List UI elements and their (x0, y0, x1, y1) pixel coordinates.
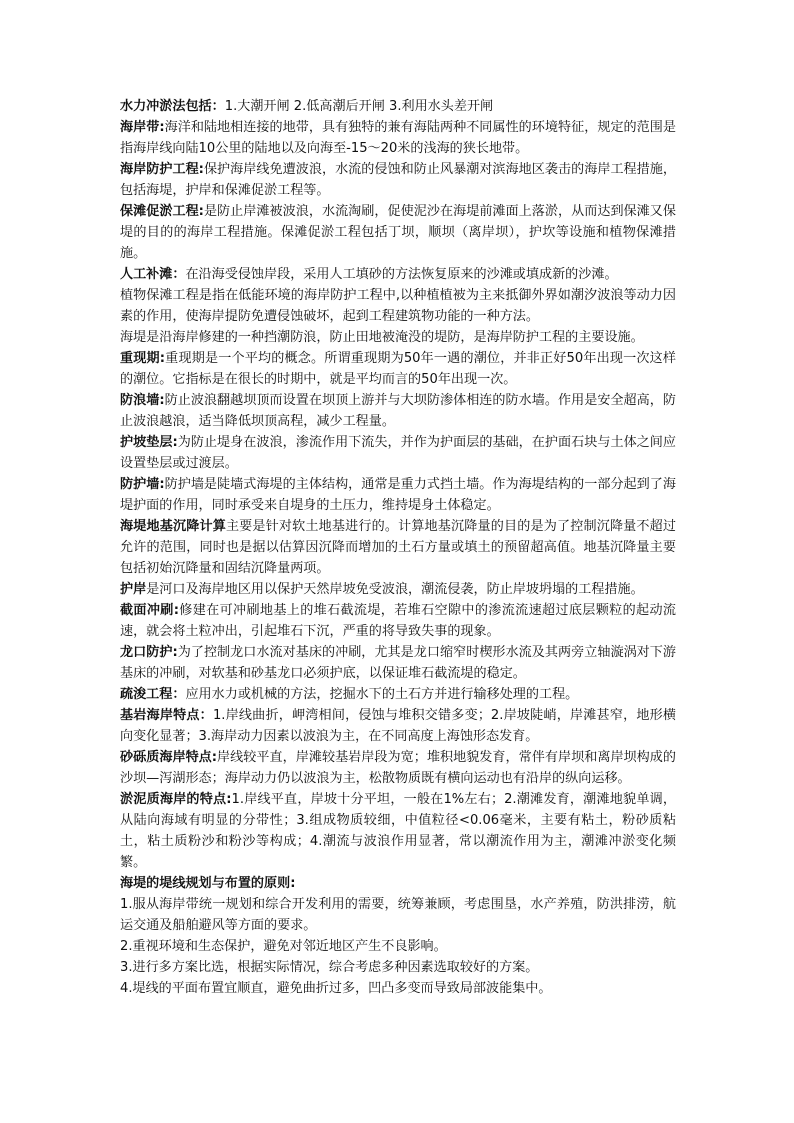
paragraph (120, 579, 676, 600)
term: 海堤地基沉降计算 (120, 519, 226, 534)
paragraph (120, 600, 676, 642)
paragraph (120, 474, 676, 516)
paragraph (120, 432, 676, 474)
paragraph (120, 705, 676, 747)
section-heading: 海堤的堤线规划与布置的原则: (120, 876, 296, 891)
term: 防护墙: (120, 477, 165, 492)
paragraph-text: 海堤是沿海岸修建的一种挡潮防浪，防止田地被淹没的堤防，是海岸防护工程的主要设施。 (120, 330, 644, 345)
term: 疏浚工程： (120, 687, 186, 702)
list-item: 4.堤线的平面布置宜顺直，避免曲折过多，凹凸多变而导致局部波能集中。 (120, 981, 552, 996)
paragraph-text: 保护海岸线免遭波浪，水流的侵蚀和防止风暴潮对滨海地区袭击的海岸工程措施，包括海堤，护岸和保滩促淤工程等。 (120, 162, 676, 198)
paragraph-text: 为防止堤身在波浪，渗流作用下流失，并作为护面层的基础，在护面石块与土体之间应设置垫层或过渡层。 (120, 435, 676, 471)
term: 龙口防护: (120, 645, 178, 660)
term: 基岩海岸特点： (120, 708, 213, 723)
paragraph (120, 390, 676, 432)
paragraph-text: 防护墙是陡墙式海堤的主体结构，通常是重力式挡土墙。作为海堤结构的一部分起到了海堤护面的作用，同时承受来自堤身的土压力，维持堤身土体稳定。 (120, 477, 676, 513)
term: 重现期: (120, 351, 166, 366)
paragraph (120, 642, 676, 684)
term: 水力冲淤法包括： (120, 99, 225, 114)
paragraph-text: 植物保滩工程是指在低能环境的海岸防护工程中,以种植植被为主来抵御外界如潮汐波浪等动力因素的作用，使海岸提防免遭侵蚀破坏，起到工程建筑物功能的一种方法。 (120, 288, 676, 324)
paragraph-text: 应用水力或机械的方法，挖掘水下的土石方并进行输移处理的工程。 (185, 687, 579, 702)
term: 保滩促淤工程: (120, 204, 204, 219)
paragraph-text: 是河口及海岸地区用以保护天然岸坡免受波浪，潮流侵袭，防止岸坡坍塌的工程措施。 (146, 582, 644, 597)
term: 淤泥质海岸的特点: (120, 792, 232, 807)
term: 护岸 (120, 582, 147, 597)
paragraph (120, 348, 676, 390)
term: 人工补滩： (120, 267, 186, 282)
term: 海岸防护工程: (120, 162, 204, 177)
paragraph-text: 岸线较平直，岸滩较基岩岸段为宽；堆积地貌发育，常伴有岸坝和离岸坝构成的沙坝—泻湖形态；海岸动力仍以波浪为主，松散物质既有横向运动也有沿岸的纵向运移。 (120, 750, 676, 786)
paragraph-text: 1.岸线曲折，岬湾相间，侵蚀与堆积交错多变；2.岸坡陡峭，岸滩甚窄，地形横向变化显著；3.海岸动力因素以波浪为主，在不同高度上海蚀形态发育。 (120, 708, 677, 744)
list-item: 1.服从海岸带统一规划和综合开发利用的需要，统筹兼顾，考虑围垦，水产养殖，防洪排涝，航运交通及船舶避风等方面的要求。 (120, 897, 676, 933)
paragraph-text: 防止波浪翻越坝顶而设置在坝顶上游并与大坝防渗体相连的防水墙。作用是安全超高，防止波浪越浪，适当降低坝顶高程，减少工程量。 (120, 393, 676, 429)
term: 砂砾质海岸特点: (120, 750, 218, 765)
paragraph-text: 重现期是一个平均的概念。所谓重现期为50年一遇的潮位，并非正好50年出现一次这样的潮位。它指标是在很长的时期中，就是平均而言的50年出现一次。 (120, 351, 676, 387)
paragraph (120, 285, 676, 327)
paragraph (120, 96, 676, 117)
paragraph (120, 747, 676, 789)
paragraph (120, 789, 676, 873)
paragraph (120, 201, 676, 264)
document-page (120, 96, 676, 999)
paragraph-text: 1.大潮开闸 2.低高潮后开闸 3.利用水头差开闸 (224, 99, 494, 114)
term: 防浪墙: (120, 393, 165, 408)
paragraph (120, 516, 676, 579)
list-item: 3.进行多方案比选，根据实际情况，综合考虑多种因素选取较好的方案。 (120, 960, 539, 975)
paragraph-text: 是防止岸滩被波浪，水流淘刷，促使泥沙在海堤前滩面上落淤，从而达到保滩又保堤的目的的海岸工程措施。保滩促淤工程包括丁坝，顺坝（离岸坝），护坎等设施和植物保滩措施。 (120, 204, 676, 261)
paragraph-text: 1.岸线平直，岸坡十分平坦，一般在1%左右；2.潮滩发育，潮滩地貌单调，从陆向海域有明显的分带性；3.组成物质较细，中值粒径<0.06毫米，主要有粘土，粉砂质粘土，粘土质粉沙和粉沙等构成；4.潮流与波浪作用显著，常以潮流作用为主，潮滩冲淤变化频繁。 (120, 792, 676, 870)
paragraph (120, 327, 676, 348)
paragraph-text: 为了控制龙口水流对基床的冲刷，尤其是龙口缩窄时楔形水流及其两旁立轴漩涡对下游基床的冲刷，对软基和砂基龙口必须护底，以保证堆石截流堤的稳定。 (120, 645, 676, 681)
paragraph-text: 海洋和陆地相连接的地带，具有独特的兼有海陆两种不同属性的环境特征，规定的范围是指海岸线向陆10公里的陆地以及向海至-15～20米的浅海的狭长地带。 (120, 120, 676, 156)
paragraph-text: 修建在可冲刷地基上的堆石截流堤，若堆石空隙中的渗流流速超过底层颗粒的起动流速，就会将土粒冲出，引起堆石下沉，严重的将导致失事的现象。 (120, 603, 676, 639)
paragraph (120, 159, 676, 201)
list-item: 2.重视环境和生态保护，避免对邻近地区产生不良影响。 (120, 939, 447, 954)
term: 截面冲刷: (120, 603, 179, 618)
term: 护坡垫层: (120, 435, 178, 450)
paragraph (120, 117, 676, 159)
paragraph-text: 在沿海受侵蚀岸段，采用人工填砂的方法恢复原来的沙滩或填成新的沙滩。 (185, 267, 618, 282)
paragraph-text: 主要是针对软土地基进行的。计算地基沉降量的目的是为了控制沉降量不超过允许的范围，同时也是据以估算因沉降而增加的土石方量或填土的预留超高值。地基沉降量主要包括初始沉降量和固结沉降量两项。 (120, 519, 677, 576)
term: 海岸带: (120, 120, 165, 135)
paragraph (120, 684, 676, 705)
paragraph (120, 264, 676, 285)
